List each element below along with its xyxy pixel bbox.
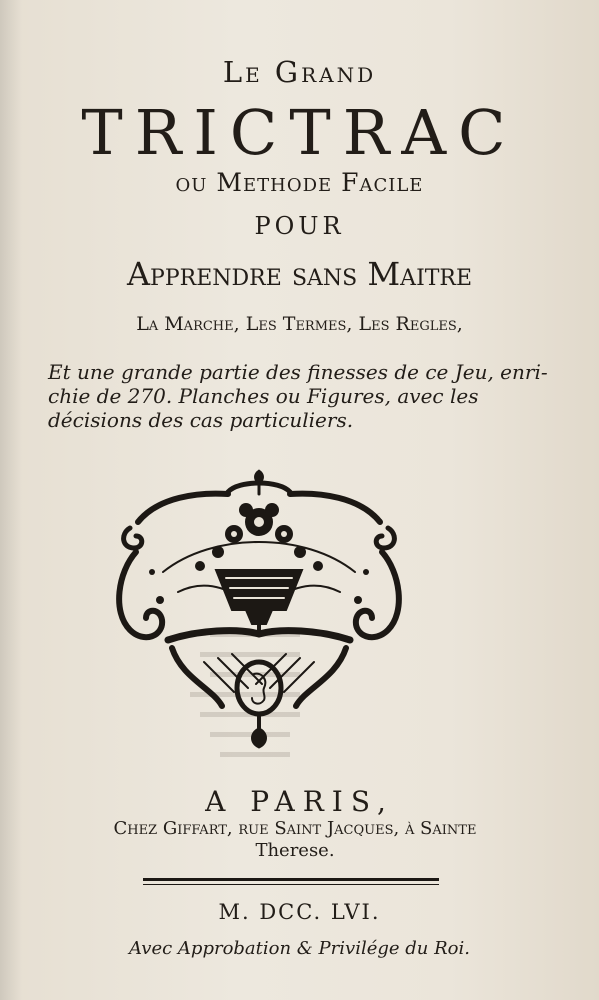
description-line: décisions des cas particuliers. xyxy=(48,408,354,432)
double-rule-thick xyxy=(143,878,439,881)
double-rule-thin xyxy=(143,884,439,885)
imprint-address-line: Therese. xyxy=(255,840,335,861)
imprint-year: M. DCC. LVI. xyxy=(218,900,381,924)
imprint-place: A PARIS, xyxy=(205,785,394,818)
title-main-trictrac: TRICTRAC xyxy=(81,96,518,169)
subtitle-methode: ou Methode Facile xyxy=(175,168,424,197)
description-line: chie de 270. Planches ou Figures, avec les xyxy=(48,384,479,408)
subtitle-marche-termes-regles: La Marche, Les Termes, Les Regles, xyxy=(136,313,463,335)
imprint-address-line: Chez Giffart, rue Saint Jacques, à Sainte xyxy=(113,818,477,839)
subtitle-pour: POUR xyxy=(254,212,345,240)
description-line: Et une grande partie des finesses de ce Jeu, enri- xyxy=(48,360,548,384)
description-block xyxy=(48,360,568,432)
printer-ornament-vignette xyxy=(108,462,410,754)
privilege-line: Avec Approbation & Privilége du Roi. xyxy=(129,938,470,959)
title-line-le-grand: Le Grand xyxy=(222,55,377,89)
imprint-address xyxy=(60,818,530,862)
subtitle-apprendre: Apprendre sans Maitre xyxy=(126,255,473,293)
